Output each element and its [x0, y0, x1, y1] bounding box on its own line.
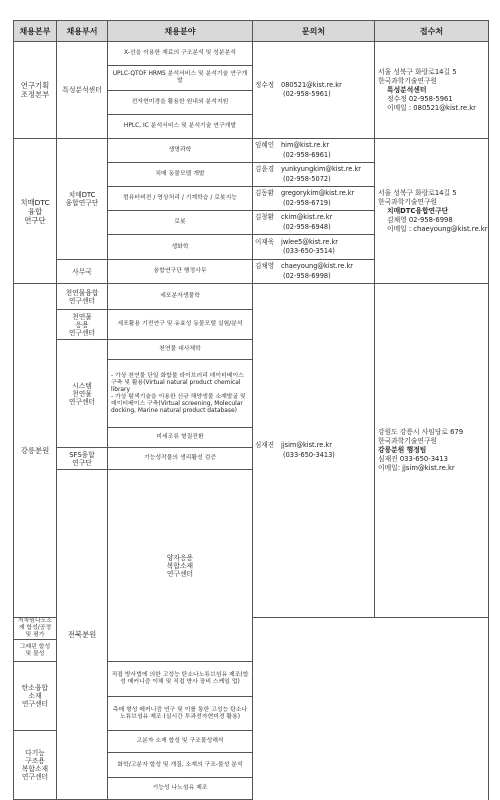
field-item: 화학/고분자 합성 및 개질, 소재의 구조-물성 분석 [108, 753, 253, 778]
dept-line: 연구센터 [68, 328, 96, 337]
dept-line: 연구센터 [166, 569, 194, 578]
dept-line: 천연물 [72, 312, 92, 321]
contact-phone: (02-958-6719) [283, 198, 331, 207]
contact-name: 김윤경 [255, 165, 275, 173]
contact-name: 김채영 [255, 262, 275, 270]
dept-line: 복합소재 [21, 765, 49, 773]
header-field: 채용분야 [108, 21, 253, 42]
hq-dementia-dtc [14, 139, 57, 284]
dept-quantum-composite [108, 470, 253, 662]
dept-secretariat: 사무국 [57, 260, 108, 284]
field-item: X-선을 이용한 재료의 구조분석 및 성분분석 [108, 42, 253, 66]
contact-email[interactable]: gregorykim@kist.re.kr [281, 189, 355, 197]
contact-email[interactable]: him@kist.re.kr [281, 141, 330, 149]
dept-sfs [57, 448, 108, 470]
reception-sec3 [375, 284, 489, 618]
header-reception: 접수처 [375, 21, 489, 42]
contact-name: 이재욱 [255, 237, 275, 246]
field-item: 고분자 소재 합성 및 구조물성해석 [108, 731, 253, 753]
field-item: 세포분자생물학 [108, 284, 253, 310]
contact-phone: (02-958-6998) [283, 271, 331, 280]
reception-tel: 정수정 02-958-5961 [387, 94, 453, 103]
dept-line: 연구단 [72, 458, 92, 467]
reception-tel: 김채영 02-958-6998 [387, 215, 453, 224]
contact-email[interactable]: chaeyoung@kist.re.kr [281, 262, 353, 270]
contact-email[interactable]: ckim@kist.re.kr [281, 213, 333, 221]
contact-name: 정수정 [255, 80, 275, 89]
field-item: 컴퓨터비전 / 영상처리 / 기계학습 / 로봇지능 [108, 187, 253, 211]
dept-line: 연구센터 [68, 296, 96, 305]
field-item: 생명과학 [108, 139, 253, 163]
contact-row [253, 260, 375, 284]
field-item: 치매 동물모델 개발 [108, 163, 253, 187]
hq-line: 융합 [27, 206, 43, 216]
contact-email[interactable]: jwlee5@kist.re.kr [281, 237, 338, 246]
hq-gangneung: 강릉분원 [14, 284, 57, 618]
field-item: 천연물 대사체학 [108, 340, 253, 360]
dept-line: 시스템 [72, 381, 92, 390]
contact-name: 임혜인 [255, 141, 275, 149]
dept-line: 복합소재 [166, 561, 194, 570]
field-item: 기능성 나노섬유 제조 [108, 778, 253, 800]
field-bullet: - 가상 탐색기술을 이용한 신규 해양생물 소재발굴 및 데이터베이스 구축(Virtual screening, Molecular docking, Marine natural product database) [111, 393, 246, 414]
dept-line: 치매DTC [68, 191, 96, 199]
field-item: 로봇 [108, 211, 253, 235]
contact-jung [253, 42, 375, 139]
recruitment-table [13, 20, 489, 800]
contact-email[interactable]: 080521@kist.re.kr [281, 80, 342, 89]
field-item: 세포활용 기전연구 및 유효성 동물모델 실험/분석 [108, 310, 253, 340]
header-contact: 문의처 [253, 21, 375, 42]
hq-line: 조정본부 [20, 90, 50, 99]
dept-line: 소재 [28, 692, 42, 700]
reception-unit: 강릉분원 행정팀 [378, 446, 427, 454]
contact-phone: (02-958-5961) [283, 90, 331, 98]
reception-unit: 특성분석센터 [387, 85, 427, 94]
dept-line: 융합연구단 [65, 199, 99, 207]
field-item: 측매 형성 메커니즘 연구 및 이를 통한 고성능 탄소나노튜브섬유 제조 (실시간 투과전자현미경 활용) [108, 697, 253, 731]
dept-multifunctional [14, 731, 57, 800]
reception-sec1 [375, 42, 489, 139]
contact-name: 김동환 [255, 189, 275, 197]
field-item: HPLC, IC 분석서비스 및 분석기술 연구개발 [108, 115, 253, 139]
contact-phone: (02-958-6961) [283, 150, 331, 159]
dept-line: 탄소융합 [21, 684, 49, 692]
reception-email[interactable]: 이메일: jjsim@kist.re.kr [378, 464, 455, 472]
dept-line: 연구센터 [68, 397, 96, 406]
contact-phone: (033-650-3413) [283, 450, 335, 459]
dept-line: 연구센터 [21, 773, 49, 781]
dept-characterization-center: 특성분석센터 [57, 42, 108, 139]
hq-line: 치매DTC [20, 197, 50, 207]
field-item: 직접 방사법에 의한 고성능 탄소나노튜브섬유 제조(합성 메커니즘 이해 및 직접 방사 장비 스케일 업) [108, 662, 253, 697]
dept-line: SFS융합 [69, 450, 95, 459]
contact-phone: (02-958-5072) [283, 174, 331, 183]
contact-row [253, 139, 375, 163]
dept-line: 응용 [75, 320, 89, 329]
field-bullet: - 가상 천연물 단일 화합물 라이브러리 데이터베이스 구축 및 활용(Virtual natural product chemical library [111, 372, 244, 393]
field-item: 저차원나노소재 합성/공정 및 평가 [14, 618, 57, 640]
hq-jeonbuk: 전북분원 [57, 470, 108, 800]
contact-phone: (02-958-6948) [283, 222, 331, 231]
hq-line: 연구단 [24, 215, 46, 225]
reception-address: 서울 성북구 화랑로14길 5 [378, 67, 457, 76]
contact-row [253, 235, 375, 260]
dept-natural-applied [57, 310, 108, 340]
contact-row [253, 163, 375, 187]
dept-line: 다기능 [25, 749, 45, 757]
contact-sim [253, 284, 375, 618]
reception-unit: 치매DTC융합연구단 [387, 206, 449, 215]
field-item: 미세조류 형질전환 [108, 428, 253, 448]
reception-institute: 한국과학기술연구원 [378, 76, 438, 85]
header-hq: 채용본부 [14, 21, 57, 42]
dept-carbon-fusion [14, 662, 57, 731]
reception-address: 강원도 강릉시 사임당로 679 [378, 428, 464, 436]
contact-phone: (033-650-3514) [283, 247, 335, 255]
field-item: 전자현미경을 활용한 원내외 분석지원 [108, 91, 253, 115]
field-item: 융합연구단 행정사무 [108, 260, 253, 284]
reception-institute: 한국과학기술연구원 [378, 437, 438, 445]
reception-institute: 한국과학기술연구원 [378, 197, 438, 206]
contact-email[interactable]: yunkyungkim@kist.re.kr [281, 165, 361, 173]
header-dept: 채용부서 [57, 21, 108, 42]
field-item: 생화학 [108, 235, 253, 260]
contact-name: 김창환 [255, 213, 275, 221]
contact-name: 심재진 [255, 441, 275, 449]
field-item: 기능성작물의 생리활성 검증 [108, 448, 253, 470]
contact-email[interactable]: jjsim@kist.re.kr [281, 441, 332, 449]
reception-email[interactable]: 이메일 : chaeyoung@kist.re.kr [387, 224, 488, 233]
field-item: 그래핀 합성 및 물성 [14, 640, 57, 662]
field-item: UPLC-QTOF HRMS 분석서비스 및 분석기술 연구개발 [108, 66, 253, 91]
hq-research-planning [14, 42, 57, 139]
dept-dementia-dtc [57, 139, 108, 260]
dept-line: 양자응용 [166, 553, 194, 562]
dept-line: 구조용 [25, 757, 45, 765]
hq-line: 연구기획 [20, 81, 50, 90]
reception-sec2 [375, 139, 489, 284]
contact-row [253, 211, 375, 235]
field-item-database [108, 360, 253, 428]
dept-line: 천연물 [72, 389, 92, 398]
dept-natural-fusion [57, 284, 108, 310]
reception-tel: 심재진 033-650-3413 [378, 455, 449, 463]
contact-row [253, 187, 375, 211]
dept-line: 연구센터 [21, 700, 49, 708]
dept-systems-natural [57, 340, 108, 448]
reception-email[interactable]: 이메일 : 080521@kist.re.kr [387, 103, 476, 112]
reception-address: 서울 성북구 화랑로14길 5 [378, 188, 457, 197]
dept-line: 천연물융합 [65, 288, 99, 297]
